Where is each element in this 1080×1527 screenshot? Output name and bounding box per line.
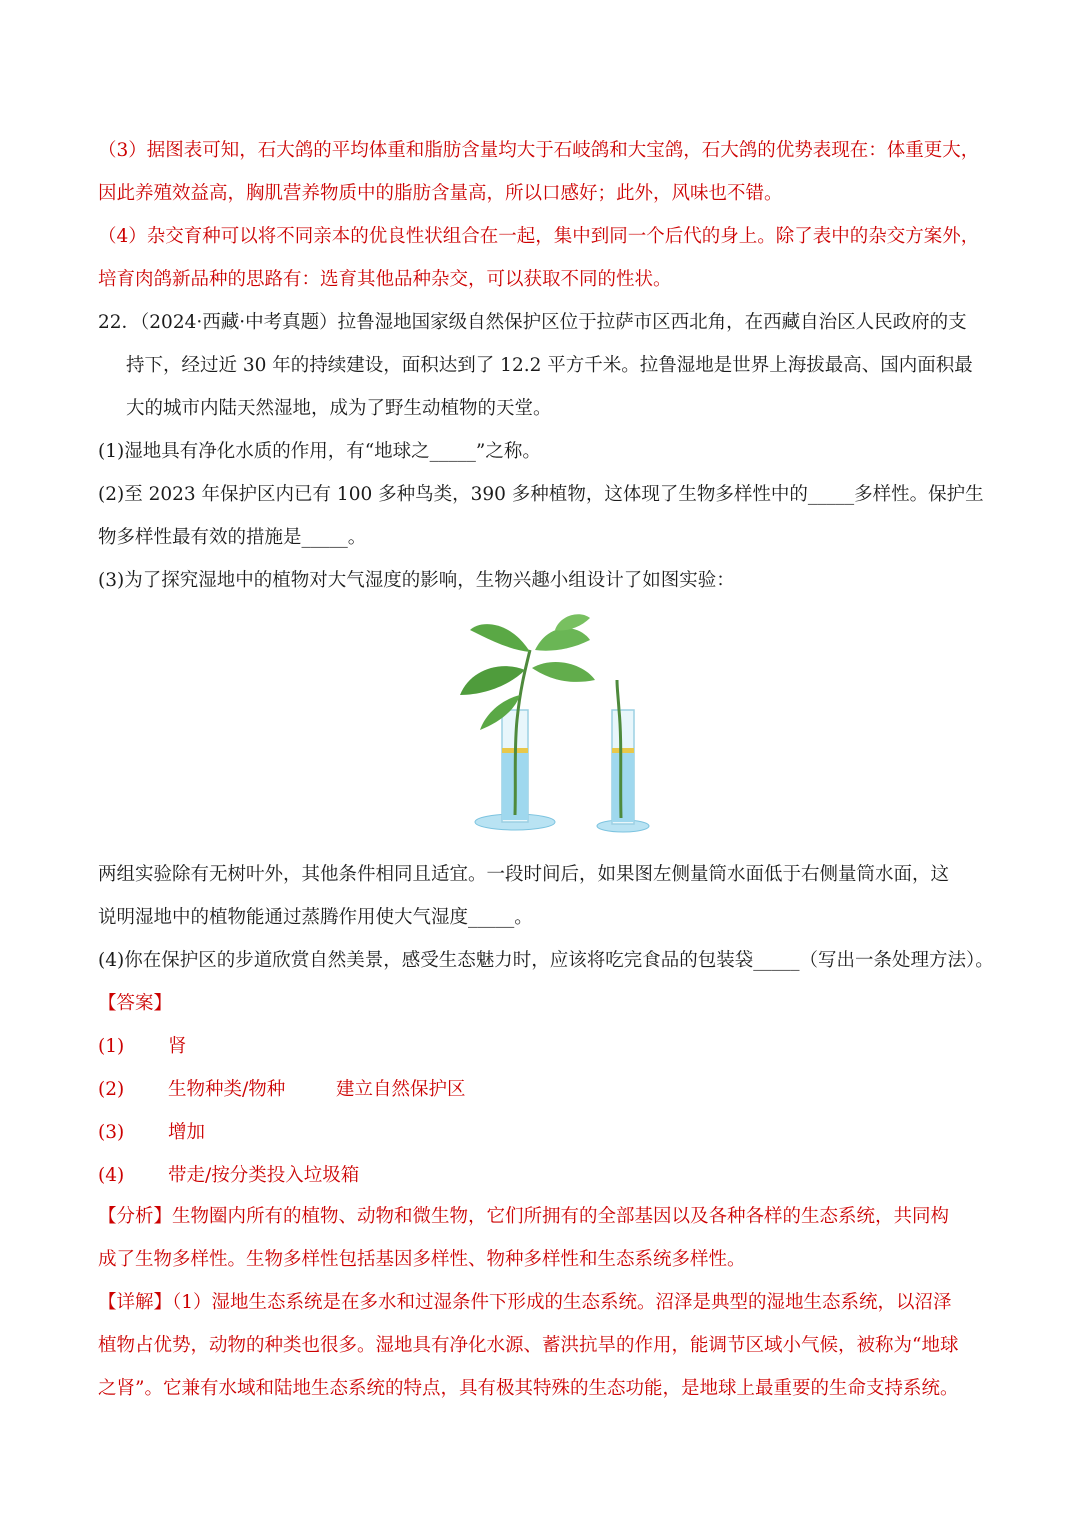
sub-question-3: (3)为了探究湿地中的植物对大气湿度的影响，生物兴趣小组设计了如图实验： xyxy=(98,570,735,591)
answer-value-3: 增加 xyxy=(168,1122,206,1143)
answer-num-4: (4) xyxy=(98,1165,125,1186)
answer-value-4: 带走/按分类投入垃圾箱 xyxy=(168,1165,360,1186)
question-stem-line3: 大的城市内陆天然湿地，成为了野生动植物的天堂。 xyxy=(126,398,552,419)
sub-question-1: (1)湿地具有净化水质的作用，有“地球之_____”之称。 xyxy=(98,441,541,462)
answer-num-2: (2) xyxy=(98,1079,125,1100)
analysis-line1: 【分析】生物圈内所有的植物、动物和微生物，它们所拥有的全部基因以及各种各样的生态系统，共同构 xyxy=(98,1206,950,1227)
sub-question-2-line1: (2)至 2023 年保护区内已有 100 多种鸟类，390 多种植物，这体现了生物多样性中的_____多样性。保护生 xyxy=(98,484,984,505)
answer-value-2b: 建立自然保护区 xyxy=(336,1079,466,1100)
answer-heading: 【答案】 xyxy=(98,993,173,1014)
analysis-prev-p3-line1: （3）据图表可知，石大鸽的平均体重和脂肪含量均大于石岐鸽和大宝鸽，石大鸽的优势表现在：体重更大， xyxy=(98,140,980,161)
question-stem-line2: 持下，经过近 30 年的持续建设，面积达到了 12.2 平方千米。拉鲁湿地是世界上海拔最高、国内面积最 xyxy=(126,355,973,376)
experiment-description-line1: 两组实验除有无树叶外，其他条件相同且适宜。一段时间后，如果图左侧量筒水面低于右侧量筒水面，这 xyxy=(98,864,950,885)
analysis-line2: 成了生物多样性。生物多样性包括基因多样性、物种多样性和生态系统多样性。 xyxy=(98,1249,746,1270)
answer-value-1: 肾 xyxy=(168,1036,187,1057)
plant-cylinder-experiment-illustration xyxy=(440,610,670,835)
detail-line3: 之肾”。它兼有水域和陆地生态系统的特点，具有极其特殊的生态功能，是地球上最重要的生命支持系统。 xyxy=(98,1378,959,1399)
answer-value-2a: 生物种类/物种 xyxy=(168,1079,286,1100)
sub-question-2-line2: 物多样性最有效的措施是_____。 xyxy=(98,527,367,548)
analysis-prev-p4-line1: （4）杂交育种可以将不同亲本的优良性状组合在一起，集中到同一个后代的身上。除了表中的杂交方案外， xyxy=(98,226,980,247)
question-stem-line1: 22．（2024·西藏·中考真题）拉鲁湿地国家级自然保护区位于拉萨市区西北角，在西藏自治区人民政府的支 xyxy=(98,312,967,333)
sub-question-4: (4)你在保护区的步道欣赏自然美景，感受生态魅力时，应该将吃完食品的包装袋_____（写出一条处理方法）。 xyxy=(98,950,994,971)
answer-num-3: (3) xyxy=(98,1122,125,1143)
analysis-prev-p3-line2: 因此养殖效益高，胸肌营养物质中的脂肪含量高，所以口感好；此外，风味也不错。 xyxy=(98,183,783,204)
detail-line2: 植物占优势，动物的种类也很多。湿地具有净化水源、蓄洪抗旱的作用，能调节区域小气候，被称为“地球 xyxy=(98,1335,959,1356)
experiment-description-line2: 说明湿地中的植物能通过蒸腾作用使大气湿度_____。 xyxy=(98,907,533,928)
analysis-prev-p4-line2: 培育肉鸽新品种的思路有：选育其他品种杂交，可以获取不同的性状。 xyxy=(98,269,672,290)
detail-line1: 【详解】（1）湿地生态系统是在多水和过湿条件下形成的生态系统。沼泽是典型的湿地生态系统，以沼泽 xyxy=(98,1292,952,1313)
answer-num-1: (1) xyxy=(98,1036,125,1057)
